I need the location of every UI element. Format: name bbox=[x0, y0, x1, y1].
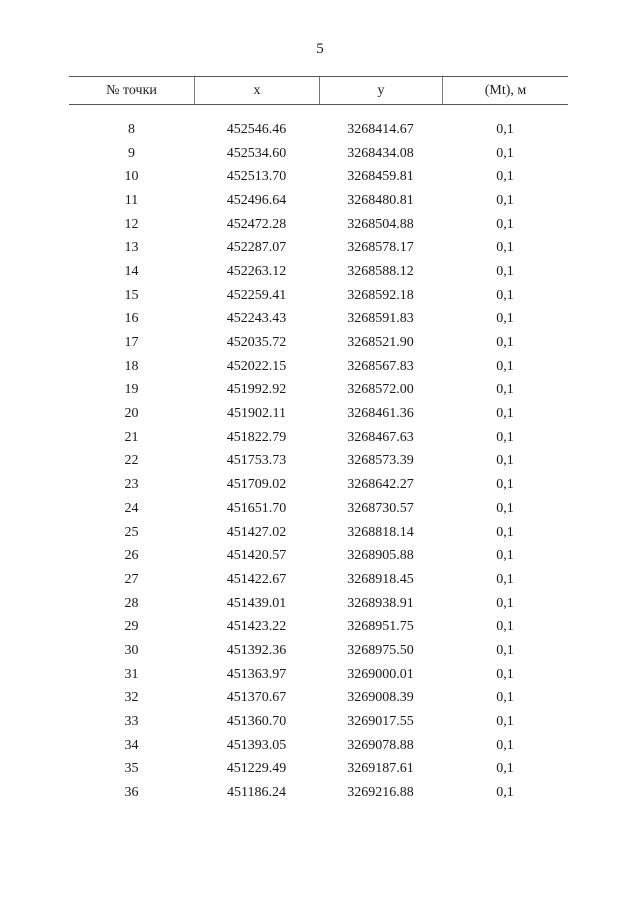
x-cell: 451420.57 bbox=[226, 548, 287, 564]
mt-cell: 0,1 bbox=[496, 311, 514, 327]
y-cell: 3268573.39 bbox=[347, 453, 414, 469]
y-cell: 3268572.00 bbox=[347, 382, 414, 398]
table-row bbox=[69, 592, 568, 616]
x-cell: 452287.07 bbox=[226, 240, 287, 256]
table-row bbox=[69, 710, 568, 734]
table-row bbox=[69, 260, 568, 284]
x-cell: 452496.64 bbox=[226, 192, 287, 208]
table-header bbox=[69, 76, 568, 105]
x-cell: 452513.70 bbox=[226, 169, 287, 185]
y-cell: 3268459.81 bbox=[347, 169, 414, 185]
table-row bbox=[69, 781, 568, 805]
point-number-cell: 32 bbox=[124, 690, 139, 706]
point-number-cell: 35 bbox=[124, 761, 139, 777]
y-cell: 3268918.45 bbox=[347, 571, 414, 587]
table-row bbox=[69, 544, 568, 568]
point-number-cell: 18 bbox=[124, 358, 139, 374]
mt-cell: 0,1 bbox=[496, 666, 514, 682]
mt-cell: 0,1 bbox=[496, 382, 514, 398]
x-cell: 452534.60 bbox=[226, 145, 287, 161]
table-body bbox=[69, 118, 568, 805]
mt-cell: 0,1 bbox=[496, 358, 514, 374]
point-number-cell: 11 bbox=[124, 192, 139, 208]
x-cell: 451186.24 bbox=[227, 785, 286, 801]
point-number-cell: 25 bbox=[124, 524, 139, 540]
x-cell: 452259.41 bbox=[226, 287, 287, 303]
x-cell: 452472.28 bbox=[226, 216, 287, 232]
mt-cell: 0,1 bbox=[496, 500, 514, 516]
mt-cell: 0,1 bbox=[496, 690, 514, 706]
point-number-cell: 34 bbox=[124, 737, 139, 753]
table-row bbox=[69, 308, 568, 332]
x-cell: 451423.22 bbox=[226, 619, 287, 635]
table-row bbox=[69, 663, 568, 687]
point-number-cell: 9 bbox=[128, 145, 135, 161]
table-row bbox=[69, 687, 568, 711]
mt-cell: 0,1 bbox=[496, 737, 514, 753]
table-row bbox=[69, 355, 568, 379]
table-row bbox=[69, 379, 568, 403]
table-row bbox=[69, 639, 568, 663]
column-header-mt: (Mt), м bbox=[442, 77, 568, 104]
y-cell: 3268461.36 bbox=[347, 406, 414, 422]
y-cell: 3268567.83 bbox=[347, 358, 414, 374]
y-cell: 3268434.08 bbox=[347, 145, 414, 161]
y-cell: 3269187.61 bbox=[347, 761, 414, 777]
point-number-cell: 26 bbox=[124, 548, 139, 564]
point-number-cell: 8 bbox=[128, 121, 135, 137]
table-row bbox=[69, 331, 568, 355]
y-cell: 3268521.90 bbox=[347, 335, 414, 351]
y-cell: 3268588.12 bbox=[347, 263, 414, 279]
table-row bbox=[69, 402, 568, 426]
table-row bbox=[69, 615, 568, 639]
point-number-cell: 22 bbox=[124, 453, 139, 469]
y-cell: 3268578.17 bbox=[347, 240, 414, 256]
y-cell: 3268642.27 bbox=[347, 477, 414, 493]
y-cell: 3268467.63 bbox=[347, 429, 414, 445]
y-cell: 3268480.81 bbox=[347, 192, 414, 208]
mt-cell: 0,1 bbox=[496, 429, 514, 445]
table-row bbox=[69, 213, 568, 237]
y-cell: 3268938.91 bbox=[347, 595, 414, 611]
x-cell: 452546.46 bbox=[226, 121, 287, 137]
x-cell: 451822.79 bbox=[226, 429, 287, 445]
column-header-x: x bbox=[194, 77, 319, 104]
mt-cell: 0,1 bbox=[496, 169, 514, 185]
x-cell: 451393.05 bbox=[226, 737, 287, 753]
point-number-cell: 21 bbox=[124, 429, 139, 445]
point-number-cell: 17 bbox=[124, 335, 139, 351]
table-row bbox=[69, 734, 568, 758]
mt-cell: 0,1 bbox=[496, 453, 514, 469]
x-cell: 452022.15 bbox=[226, 358, 287, 374]
mt-cell: 0,1 bbox=[496, 240, 514, 256]
point-number-cell: 10 bbox=[124, 169, 139, 185]
y-cell: 3269008.39 bbox=[347, 690, 414, 706]
x-cell: 451992.92 bbox=[226, 382, 287, 398]
mt-cell: 0,1 bbox=[496, 263, 514, 279]
table-row bbox=[69, 450, 568, 474]
x-cell: 451360.70 bbox=[226, 714, 287, 730]
x-cell: 451439.01 bbox=[226, 595, 287, 611]
x-cell: 451370.67 bbox=[226, 690, 287, 706]
column-header-y: y bbox=[319, 77, 442, 104]
y-cell: 3268504.88 bbox=[347, 216, 414, 232]
table-row bbox=[69, 426, 568, 450]
x-cell: 451363.97 bbox=[226, 666, 287, 682]
point-number-cell: 15 bbox=[124, 287, 139, 303]
table-row bbox=[69, 165, 568, 189]
point-number-cell: 12 bbox=[124, 216, 139, 232]
x-cell: 451427.02 bbox=[226, 524, 287, 540]
table-row bbox=[69, 497, 568, 521]
y-cell: 3268730.57 bbox=[347, 500, 414, 516]
point-number-cell: 13 bbox=[124, 240, 139, 256]
mt-cell: 0,1 bbox=[496, 595, 514, 611]
mt-cell: 0,1 bbox=[496, 406, 514, 422]
y-cell: 3269000.01 bbox=[347, 666, 414, 682]
point-number-cell: 30 bbox=[124, 642, 139, 658]
point-number-cell: 23 bbox=[124, 477, 139, 493]
mt-cell: 0,1 bbox=[496, 216, 514, 232]
x-cell: 451709.02 bbox=[226, 477, 287, 493]
mt-cell: 0,1 bbox=[496, 192, 514, 208]
x-cell: 451229.49 bbox=[226, 761, 287, 777]
mt-cell: 0,1 bbox=[496, 714, 514, 730]
table-row bbox=[69, 189, 568, 213]
x-cell: 452263.12 bbox=[226, 263, 287, 279]
point-number-cell: 24 bbox=[124, 500, 139, 516]
point-number-cell: 19 bbox=[124, 382, 139, 398]
point-number-cell: 20 bbox=[124, 406, 139, 422]
page-number: 5 bbox=[316, 41, 324, 57]
x-cell: 452243.43 bbox=[226, 311, 287, 327]
mt-cell: 0,1 bbox=[496, 287, 514, 303]
table-row bbox=[69, 142, 568, 166]
table-row bbox=[69, 521, 568, 545]
point-number-cell: 27 bbox=[124, 571, 139, 587]
x-cell: 451422.67 bbox=[226, 571, 287, 587]
x-cell: 451902.11 bbox=[227, 406, 286, 422]
mt-cell: 0,1 bbox=[496, 619, 514, 635]
point-number-cell: 31 bbox=[124, 666, 139, 682]
x-cell: 451753.73 bbox=[226, 453, 287, 469]
point-number-cell: 28 bbox=[124, 595, 139, 611]
mt-cell: 0,1 bbox=[496, 571, 514, 587]
point-number-cell: 16 bbox=[124, 311, 139, 327]
point-number-cell: 36 bbox=[124, 785, 139, 801]
mt-cell: 0,1 bbox=[496, 145, 514, 161]
point-number-cell: 14 bbox=[124, 263, 139, 279]
y-cell: 3268591.83 bbox=[347, 311, 414, 327]
mt-cell: 0,1 bbox=[496, 642, 514, 658]
mt-cell: 0,1 bbox=[496, 335, 514, 351]
mt-cell: 0,1 bbox=[496, 761, 514, 777]
y-cell: 3269017.55 bbox=[347, 714, 414, 730]
y-cell: 3268951.75 bbox=[347, 619, 414, 635]
mt-cell: 0,1 bbox=[496, 477, 514, 493]
y-cell: 3268818.14 bbox=[347, 524, 414, 540]
mt-cell: 0,1 bbox=[496, 785, 514, 801]
point-number-cell: 33 bbox=[124, 714, 139, 730]
column-header-point-number: № точки bbox=[106, 82, 157, 98]
y-cell: 3269078.88 bbox=[347, 737, 414, 753]
y-cell: 3268414.67 bbox=[347, 121, 414, 137]
point-number-cell: 29 bbox=[124, 619, 139, 635]
x-cell: 451651.70 bbox=[226, 500, 287, 516]
y-cell: 3268975.50 bbox=[347, 642, 414, 658]
table-row bbox=[69, 236, 568, 260]
y-cell: 3268592.18 bbox=[347, 287, 414, 303]
y-cell: 3268905.88 bbox=[347, 548, 414, 564]
y-cell: 3269216.88 bbox=[347, 785, 414, 801]
table-row bbox=[69, 118, 568, 142]
table-row bbox=[69, 473, 568, 497]
table-row bbox=[69, 758, 568, 782]
x-cell: 452035.72 bbox=[226, 335, 287, 351]
x-cell: 451392.36 bbox=[226, 642, 287, 658]
mt-cell: 0,1 bbox=[496, 524, 514, 540]
mt-cell: 0,1 bbox=[496, 548, 514, 564]
table-row bbox=[69, 284, 568, 308]
table-row bbox=[69, 568, 568, 592]
mt-cell: 0,1 bbox=[496, 121, 514, 137]
